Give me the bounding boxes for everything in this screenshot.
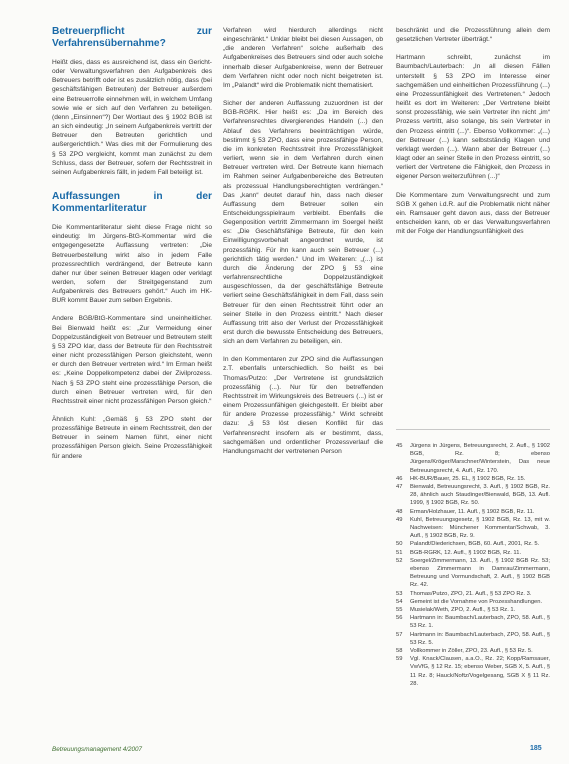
column-2 bbox=[223, 26, 383, 740]
footnote bbox=[396, 631, 550, 647]
footnote-text: Bienwald, Betreuungsrecht, 3. Aufl., § 1902 BGB, Rz. 28, ähnlich auch Staudinger/Bienwald, BGB, 13. Aufl. 1999, § 1902 BGB, Rz. 50. bbox=[410, 484, 550, 507]
paragraph: Sicher der anderen Auffassung zuzuordnen ist der BGB-RGRK. Hier heißt es: „Da im Bereich des Verfahrensrechtes divergierendes Handeln (...) den Ablauf des Verfahrens beeinträchtigen würde, bestimmt § 53 ZPO, dass eine prozessfähige Person, die im konkreten Rechtsstreit ihre Prozessfähigkeit verliert, wenn sie in dem Verfahren durch einen Betreuer vertreten wird. Der Betreute kann hiernach im Rahmen seiner Aufgabenbereiche des Betreuten als prozessual Handlungsberechtigten verdrängen.“ Das „kann“ deutet darauf hin, dass nach dieser Auffassung dem Betreuer sollen ein Entscheidungsspielraum verbleibt. Ebenfalls die Gegenposition vertritt Zimmermann im Soergel heißt es: „Die Geschäftsfähige Betreute, für den kein Einwilligungsvorbehalt angeordnet wurde, ist prozessfähig. Für ihn kann auch sein Betreuer (...) gerichtlich tätig werden.“ Und im Weiteren: „(...) ist durch die Änderung der ZPO § 53 eine verfahrensrechtliche Doppelzuständigkeit ausgeschlossen, da der geschäftsfähige Betreute verliert seine Geschäftsfähigkeit in dem Fall, dass sein Betreuer für den einen Rechtsstreit führt oder an seiner Stelle in den Prozess eintritt.“ Nach dieser Auffassung tritt also der Verlust der Prozessfähigkeit erst durch die bewusste Entscheidung des Betreuers, sich an dem Verfahren zu beteiligen, ein. bbox=[223, 100, 383, 346]
footnote-text: Erman/Holzhauer, 11. Aufl., § 1902 BGB, Rz. 11. bbox=[410, 508, 535, 515]
footnote-number: 47 bbox=[396, 484, 403, 491]
paragraph: Ähnlich Kuhl: „Gemäß § 53 ZPO steht der prozessfähige Betreute in einem Rechtsstreit, den der Betreuer in seinem Namen führt, einer nicht prozessfähigen Person gleich. Seine Prozessfähigkeit für andere bbox=[52, 416, 212, 460]
footnote bbox=[396, 590, 550, 598]
footnote-text: Hartmann in: Baumbach/Lauterbach, ZPO, 58. Aufl., § 53 Rz. 1. bbox=[410, 615, 550, 630]
footnote-divider bbox=[396, 429, 550, 430]
footnote-number: 50 bbox=[396, 541, 403, 548]
footnote bbox=[396, 508, 550, 516]
footnote bbox=[396, 483, 550, 508]
footnote bbox=[396, 557, 550, 590]
paragraph: Die Kommentare zum Verwaltungsrecht und zum SGB X gehen i.d.R. auf die Problematik nicht näher ein. Ramsauer geht davon aus, dass der Betreuer entscheiden kann, ob er das Verwaltungsverfahren mit der Folge der Handlungsunfähigkeit des bbox=[396, 191, 550, 236]
paragraph: Die Kommentarliteratur sieht diese Frage nicht so eindeutig: Im Jürgens-BtG-Kommentar wird die entgegengesetzte Auffassung vertreten: „Die Betreuerbestellung wirkt also in jedem Falle prozessrechtlich verdrängend, der Betreute kann daher nur über seinen Betreuer klagen oder verklagt werden, sofern der Streitgegenstand zum Aufgabenkreis des Betreuers gehört.“ Auch im HK-BUR kommt Bauer zum selben Ergebnis. bbox=[52, 224, 212, 305]
footnote bbox=[396, 598, 550, 606]
footnote-text: BGB-RGRK, 12. Aufl., § 1902 BGB, Rz. 11. bbox=[410, 549, 522, 556]
footnote bbox=[396, 442, 550, 475]
footnote-text: Thomas/Putzo, ZPO, 21. Aufl., § 53 ZPO Rz. 3. bbox=[410, 590, 532, 597]
footnote-number: 49 bbox=[396, 516, 403, 523]
section-heading-kommentarliteratur: Auffassungen in der Kommentarliteratur bbox=[52, 191, 212, 215]
paragraph: Hartmann schreibt, zunächst im Baumbach/Lauterbach: „In all diesen Fällen unterstellt § 53 ZPO im Interesse einer sachgemäßen und einheitlichen Prozessführung (...) eine Prozessunfähigkeit des Vertretenen.“ Jedoch heißt es dort im Weiteren: „Der Vertretene bleibt sonst prozessfähig, wie sein Vertreter ihn nicht „im“ Prozess vertritt, also solange, bis sein Vertreter in den Prozess eintritt (...)“. Ebenso Vollkommer: „(...) der Betreuer (...) kann selbstständig Klagen und verklagt werden (...). Wann aber der Betreuer (...) klagt oder an seiner Stelle in den Prozess eintritt, so verliert der Vertretene die Fähigkeit, den Prozess in eigener Person weiterzuführen (...)“ bbox=[396, 54, 550, 181]
footnote-text: Jürgens in Jürgens, Betreuungsrecht, 2. Aufl., § 1902 BGB, Rz. 8; ebenso Jürgens/Kröger/Marschner/Winterstein, Das neue Betreuungsrecht, 4. Aufl., Rz. 170. bbox=[410, 443, 550, 474]
footnote bbox=[396, 647, 550, 655]
footnote-number: 51 bbox=[396, 549, 403, 556]
footnote bbox=[396, 655, 550, 688]
section-heading-betreuerpflicht: Betreuerpflicht zur Verfahrensübernahme? bbox=[52, 26, 212, 49]
footnote bbox=[396, 549, 550, 557]
page-number: 185 bbox=[530, 745, 542, 752]
column-1 bbox=[52, 26, 212, 740]
footnote bbox=[396, 606, 550, 614]
footnote bbox=[396, 475, 550, 483]
footnote-number: 55 bbox=[396, 607, 403, 614]
footnote-list bbox=[396, 442, 550, 688]
paragraph: In den Kommentaren zur ZPO sind die Auffassungen z.T. ebenfalls unterschiedlich. So heißt es bei Thomas/Putzo: „Der Vertretene ist grundsätzlich prozessfähig (...). Nur für den betreffenden Rechtsstreit im Wirkungskreis des Betreuers (...) ist er einem Prozessunfähigen gleichgestellt. Er bleibt aber für andere Prozesse prozessfähig.“ Wirkt schreibt dazu: „§ 53 löst diesen Konflikt für das Verfahrensrecht insofern als er bestimmt, dass, sachgemäßen und ordentlicher Prozessverlauf die Handlungsmacht der vertretenen Person bbox=[223, 356, 383, 455]
footnote-text: Gemeint ist die Vornahme von Prozesshandlungen. bbox=[410, 598, 543, 605]
footnote-text: Vollkommer in Zöller, ZPO, 23. Aufl., § 53 Rz. 5. bbox=[410, 648, 533, 655]
footnote-number: 45 bbox=[396, 443, 403, 449]
paragraph: Andere BGB/BtG-Kommentare sind uneinheitlicher. Bei Bienwald heißt es: „Zur Vermeidung einer Doppelzuständigkeit von Betreuer und Betreutem stellt § 53 ZPO klar, dass der Betreute für den Rechtsstreit einer nicht prozessfähigen Person gleichsteht, wenn er durch den Betreuer vertreten wird.“ Im Erman heißt es: „Keine Doppelkompetenz dabei der Zivilprozess. Nach § 53 ZPO steht eine prozessfähige Person, die durch einen Betreuer vertreten wird, für den Rechtsstreit einer nicht prozessfähigen Person gleich.“ bbox=[52, 315, 212, 405]
footnote-text: Palandt/Diederichsen, BGB, 60. Aufl., 2001, Rz. 5. bbox=[410, 541, 540, 548]
footnote bbox=[396, 614, 550, 630]
footnote-number: 56 bbox=[396, 615, 403, 622]
footnote-number: 54 bbox=[396, 598, 403, 605]
paragraph: Heißt dies, dass es ausreichend ist, dass ein Gericht- oder Verwaltungsverfahren den Aufgabenkreis des Betreuers betrifft oder ist es zusätzlich nötig, dass (bei geschäftsfähigen Betreuten) der Betreuer außerdem eine Betreuerrolle einnehmen will, in welchem Umfang sowie wie er sich auf den Verfahren zu beteiligen. (denn „Einsinnen“?) Der Wortlaut des § 1902 BGB ist an sich eindeutig: „In seinem Aufgabenkreis vertritt der Betreuer den Betreuten gerichtlich und außergerichtlich.“ Was dies mit der Formulierung des § 53 ZPO vergleicht, kommt man zunächst zu dem Schluss, dass der Betreuer, sofern der Rechtsstreit in seinen Aufgabenkreis fällt, in jedem Fall beteiligt ist. bbox=[52, 59, 212, 176]
footnote-number: 48 bbox=[396, 508, 403, 515]
footnote bbox=[396, 540, 550, 548]
footnote-number: 52 bbox=[396, 557, 403, 564]
paragraph: beschränkt und die Prozessführung allein dem gesetzlichen Vertreter überträgt.“ bbox=[396, 27, 550, 44]
footnote-number: 53 bbox=[396, 590, 403, 597]
footnote-number: 57 bbox=[396, 631, 403, 638]
footnote bbox=[396, 516, 550, 541]
journal-footer: Betreuungsmanagement 4/2007 bbox=[52, 746, 142, 753]
footnote-text: Vgl. Knack/Clausen, a.a.O., Rz. 22; Kopp/Ramsauer, VwVfG, § 12 Rz. 15; ebenso Weber, SGB X, 5. Aufl., § 11 Rz. 8; Hauck/Noftz/Vogelgesang, SGB X § 11 Rz. 28. bbox=[410, 656, 550, 687]
footnote-text: Musielak/Weth, ZPO, 2. Aufl., § 53 Rz. 1. bbox=[410, 607, 516, 614]
paragraph: Verfahren wird hierdurch allerdings nicht eingeschränkt.“ Unklar bleibt bei diesen Aussagen, ob „die anderen Verfahren“ solche außerhalb des Aufgabenkreises des Betreuers sind oder auch solche innerhalb dieser Aufgabenkreise, wenn der Betreuer dem Verfahren nicht oder noch nicht beigetreten ist. Im „Palandt“ wird die Problematik nicht thematisiert. bbox=[223, 27, 383, 89]
footnote-number: 58 bbox=[396, 648, 403, 655]
footnote-text: Soergel/Zimmermann, 13. Aufl., § 1902 BGB Rz. 53; ebenso Zimmermann in Damrau/Zimmermann, Betreuung und Vormundschaft, 2. Aufl., § 1902 BGB Rz. 42. bbox=[410, 557, 550, 589]
footnote-number: 46 bbox=[396, 475, 403, 482]
footnote-text: Kuhl, Betreuungsgesetz, § 1902 BGB, Rz. 13, mit w. Nachweisen: Münchener Kommentar/Schwab, 3. Aufl., § 1902 BGB, Rz. 9. bbox=[410, 516, 550, 540]
footnote-number: 59 bbox=[396, 656, 403, 663]
footnote-text: HK-BUR/Bauer, 25. EL, § 1902 BGB, Rz. 15. bbox=[410, 475, 526, 482]
footnote-text: Hartmann in: Baumbach/Lauterbach, ZPO, 58. Aufl., § 53 Rz. 5. bbox=[410, 631, 550, 646]
column-3 bbox=[396, 26, 550, 740]
